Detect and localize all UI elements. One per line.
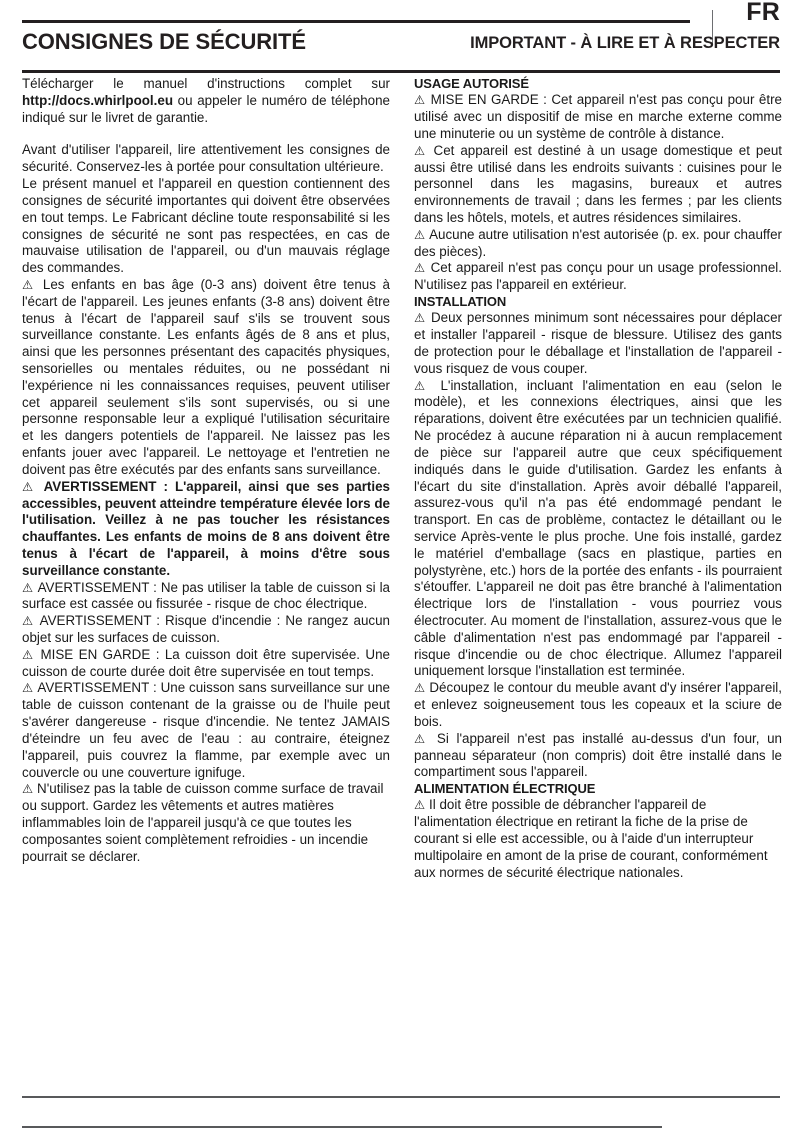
paragraph-usage-autorise-heading	[414, 76, 782, 92]
language-code: FR	[746, 0, 780, 26]
right-column	[414, 76, 782, 882]
warning-triangle-icon: ⚠	[414, 680, 430, 696]
page-title: CONSIGNES DE SÉCURITÉ	[22, 29, 306, 54]
text-run: AVERTISSEMENT : L'appareil, ainsi que ses parties accessibles, peuvent atteindre température élevée lors de l'utilisation. Veillez à ne pas toucher les résistances chauffantes. Les enfants de moins de 8 ans doivent être tenus à l'écart de l'appareil, à moins d'être sous surveillance constante.	[22, 478, 390, 578]
header-top-rule	[22, 20, 690, 23]
text-run: Les enfants en bas âge (0-3 ans) doivent être tenus à l'écart de l'appareil. Les jeunes enfants (3-8 ans) doivent être tenus à l'écart de l'appareil sauf s'ils se trouvent sous surveillance constante. Les enfants âgés de 8 ans et plus, ainsi que les personnes présentant des capacités physiques, sensorielles ou mentales réduites, ou ne possédant ni l'expérience ni les connaissances requises, peuvent utiliser cet appareil seulement s'ils sont supervisés, ou si une personne responsable leur a expliqué l'utilisation sécuritaire et les dangers potentiels de l'appareil. Ne laissez pas les enfants jouer avec l'appareil. Le nettoyage et l'entretien ne doivent pas être exécutés par des enfants sans surveillance.	[22, 276, 391, 477]
paragraph-manual-contains	[22, 176, 390, 277]
text-run: USAGE AUTORISÉ	[414, 76, 529, 91]
paragraph-external-timer	[414, 92, 782, 142]
paragraph-qualified-technician	[414, 378, 782, 681]
text-run: N'utilisez pas la table de cuisson comme surface de travail ou support. Gardez les vêtements et autres matières inflammables loin de l'appareil jusqu'à ce que toutes les composantes soient complètement refroidies - un incendie pourrait se déclarer.	[22, 781, 384, 864]
warning-triangle-icon: ⚠	[22, 579, 38, 595]
warning-triangle-icon: ⚠	[414, 797, 430, 813]
text-run: Si l'appareil n'est pas installé au-dessus d'un four, un panneau séparateur (non compris) doit être installé dans le compartiment sous l'appareil.	[414, 730, 782, 780]
text-run: Télécharger le manuel d'instructions complet sur	[22, 76, 390, 91]
text-run: http://docs.whirlpool.eu	[22, 92, 174, 108]
text-run: Deux personnes minimum sont nécessaires pour déplacer et installer l'appareil - risque de blessure. Utilisez des gants de protection pour le déballage et l'installation de l'appareil - vous risquez de vous couper.	[414, 310, 782, 376]
text-run: ALIMENTATION ÉLECTRIQUE	[414, 781, 596, 797]
paragraph-hot-surfaces	[22, 479, 390, 580]
paragraph-download-manual	[22, 76, 390, 126]
warning-triangle-icon: ⚠	[414, 92, 431, 108]
paragraph-no-other-use	[414, 227, 782, 261]
text-run: ou appeler le numéro de téléphone indiqué sur le livret de garantie.	[22, 92, 390, 125]
paragraph-not-worktop	[22, 781, 390, 865]
paragraph-installation-heading	[414, 294, 782, 310]
paragraph-supervised-cooking	[22, 647, 390, 681]
header-rule-row	[22, 0, 780, 28]
paragraph-cracked-surface	[22, 580, 390, 614]
paragraph-cut-cabinet	[414, 680, 782, 730]
paragraph-separator-panel	[414, 731, 782, 781]
paragraph-children	[22, 277, 390, 479]
text-run: AVERTISSEMENT : Une cuisson sans surveillance sur une table de cuisson contenant de la graisse ou de l'huile peut s'avérer dangereuse - risque d'incendie. Ne tentez JAMAIS d'éteindre un feu avec de l'eau : au contraire, éteignez l'appareil, puis couvrez la flamme, par exemple avec un couvercle ou une couverture ignifuge.	[22, 680, 391, 780]
warning-triangle-icon: ⚠	[22, 781, 38, 797]
text-run: MISE EN GARDE : La cuisson doit être supervisée. Une cuisson de courte durée doit être supervisée en tout temps.	[22, 646, 390, 679]
warning-triangle-icon: ⚠	[22, 276, 43, 292]
warning-triangle-icon: ⚠	[22, 646, 41, 662]
paragraph-fire-risk-objects	[22, 613, 390, 647]
left-column	[22, 76, 390, 865]
warning-triangle-icon: ⚠	[414, 377, 441, 393]
paragraph-alimentation-heading	[414, 781, 782, 797]
text-run: Le présent manuel et l'appareil en question contiennent des consignes de sécurité importantes qui doivent être observées en tout temps. Le Fabricant décline toute responsabilité si les consignes de sécurité ne sont pas respectées, en cas de mauvaise utilisation de l'appareil, ou d'un mauvais réglage des commandes.	[22, 176, 390, 276]
warning-triangle-icon: ⚠	[414, 260, 431, 276]
text-run: AVERTISSEMENT : Ne pas utiliser la table de cuisson si la surface est cassée ou fissurée - risque de choc électrique.	[22, 579, 390, 612]
text-run: Avant d'utiliser l'appareil, lire attentivement les consignes de sécurité. Conservez-les à portée pour consultation ultérieure.	[22, 142, 390, 175]
warning-triangle-icon: ⚠	[22, 478, 44, 494]
warning-triangle-icon: ⚠	[414, 142, 434, 158]
warning-triangle-icon: ⚠	[414, 730, 437, 746]
paragraph-two-people	[414, 310, 782, 377]
paragraph-domestic-use	[414, 143, 782, 227]
text-run: INSTALLATION	[414, 294, 507, 310]
text-run: Découpez le contour du meuble avant d'y insérer l'appareil, et enlevez soigneusement tous les copeaux et la sciure de bois.	[414, 680, 782, 729]
text-run: L'installation, incluant l'alimentation en eau (selon le modèle), et les connexions électriques, ainsi que les réparations, doivent être exécutées par un technicien qualifié. Ne procédez à aucune réparation ni à aucun remplacement de pièce sur l'appareil autre que ceux spécifiquement indiqués dans le guide d'utilisation. Gardez les enfants à l'écart du site d'installation. Après avoir déballé l'appareil, assurez-vous qu'il n'a pas été endommagé pendant le transport. En cas de problème, contactez le détaillant ou le service Après-vente le plus proche. Une fois installé, gardez le matériel d'emballage (sacs en plastique, parties en polystyrène, etc.) hors de la portée des enfants - ils pourraient s'étouffer. L'appareil ne doit pas être branché à l'alimentation électrique lors de l'installation - vous pourriez vous électrocuter. Au moment de l'installation, assurez-vous que le câble d'alimentation n'est pas endommagé par l'appareil - risque d'incendie ou de choc électrique. Allumez l'appareil uniquement lorsque l'installation est terminée.	[414, 377, 782, 679]
warning-triangle-icon: ⚠	[414, 310, 431, 326]
text-run: AVERTISSEMENT : Risque d'incendie : Ne rangez aucun objet sur les surfaces de cuisson.	[22, 613, 390, 645]
header-bottom-rule	[22, 70, 780, 73]
text-run: Cet appareil n'est pas conçu pour un usage professionnel. N'utilisez pas l'appareil en extérieur.	[414, 260, 782, 293]
footer-rule-bottom	[22, 1126, 662, 1128]
header-titles	[22, 30, 780, 60]
page-header	[22, 0, 780, 60]
paragraph-unattended-cooking	[22, 680, 390, 781]
page-subtitle: IMPORTANT - À LIRE ET À RESPECTER	[470, 34, 780, 52]
text-run: MISE EN GARDE : Cet appareil n'est pas conçu pour être utilisé avec un dispositif de mise en marche externe comme une minuterie ou un système de contrôle à distance.	[414, 92, 782, 141]
paragraph-spacer	[22, 126, 390, 142]
warning-triangle-icon: ⚠	[22, 613, 40, 629]
paragraph-disconnect-supply	[414, 797, 782, 881]
paragraph-read-safety	[22, 142, 390, 176]
text-run: Cet appareil est destiné à un usage domestique et peut aussi être utilisé dans les endroits suivants : cuisines pour le personnel dans les magasins, bureaux et autres environnements de travail ; dans les fermes ; par les clients dans les hôtels, motels, et autres résidences similaires.	[414, 142, 782, 225]
text-run: Aucune autre utilisation n'est autorisée (p. ex. pour chauffer des pièces).	[414, 226, 782, 259]
paragraph-not-professional	[414, 260, 782, 294]
warning-triangle-icon: ⚠	[414, 226, 430, 242]
warning-triangle-icon: ⚠	[22, 680, 38, 696]
footer-rule-top	[22, 1096, 780, 1098]
text-run: Il doit être possible de débrancher l'appareil de l'alimentation électrique en retirant la fiche de la prise de courant si elle est accessible, ou à l'aide d'un interrupteur multipolaire en amont de la prise de courant, conformément aux normes de sécurité électrique nationales.	[414, 797, 768, 880]
